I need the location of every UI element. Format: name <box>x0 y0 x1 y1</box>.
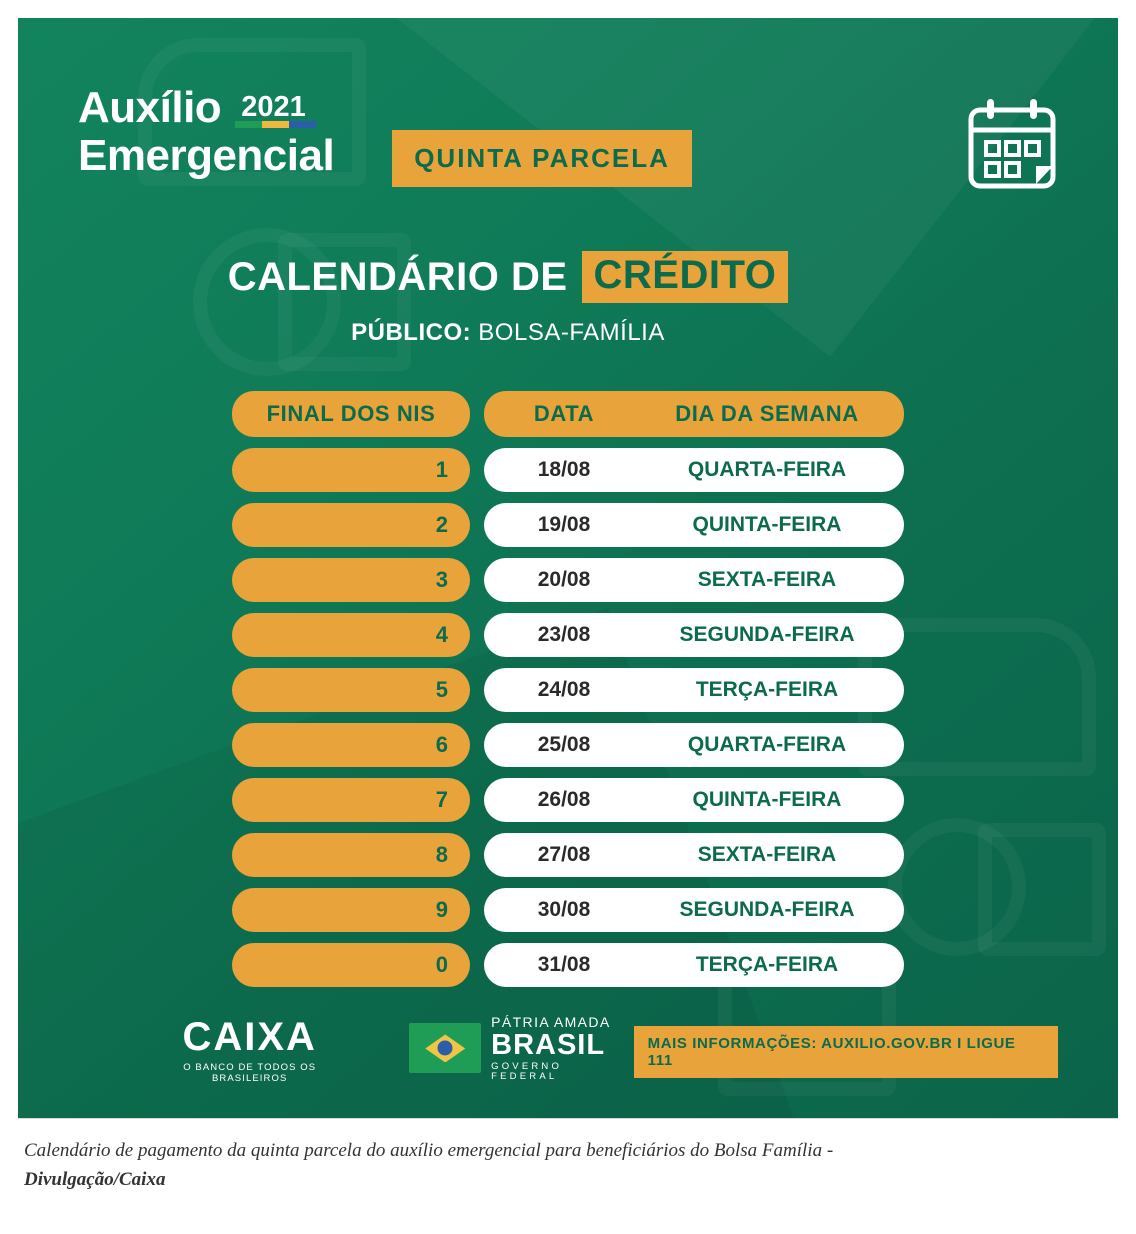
cell-weekday: SEGUNDA-FEIRA <box>679 623 855 646</box>
cell-weekday: TERÇA-FEIRA <box>695 953 839 976</box>
table-row <box>232 503 904 547</box>
brand-name-line2: Emergencial <box>78 131 335 180</box>
installment-badge: QUINTA PARCELA <box>392 130 692 187</box>
cell-weekday: QUINTA-FEIRA <box>692 788 842 811</box>
title-part-2-highlight: CRÉDITO <box>582 251 789 303</box>
brazil-flag-icon <box>409 1023 481 1073</box>
gov-line-1: PÁTRIA AMADA <box>491 1013 611 1030</box>
audience-label: PÚBLICO: <box>351 319 472 346</box>
page-title <box>228 251 789 303</box>
gov-line-2: BRASIL <box>491 1028 606 1061</box>
caption-text: Calendário de pagamento da quinta parcela do auxílio emergencial para beneficiários do Bolsa Família - <box>24 1140 834 1161</box>
cell-nis: 9 <box>232 888 470 932</box>
table-row <box>232 778 904 822</box>
caixa-tagline: O BANCO DE TODOS OS BRASILEIROS <box>183 1062 317 1084</box>
column-header-date: DATA <box>533 401 595 426</box>
audience-subtitle <box>78 319 938 347</box>
brand-year: 2021 <box>241 91 306 123</box>
table-row <box>232 558 904 602</box>
table-row <box>232 888 904 932</box>
cell-weekday: QUARTA-FEIRA <box>687 733 847 756</box>
brand-name-line1: Auxílio <box>78 83 222 132</box>
cell-date: 25/08 <box>537 733 591 756</box>
brand-logo <box>78 83 335 180</box>
table-row <box>232 668 904 712</box>
payment-calendar-table <box>232 391 904 987</box>
table-row <box>232 723 904 767</box>
cell-date: 30/08 <box>537 898 591 921</box>
brand-year-wrap <box>231 89 316 128</box>
column-header-nis: FINAL DOS NIS <box>232 391 470 437</box>
caixa-name: CAIXA <box>182 1015 317 1059</box>
gov-line-3: GOVERNO FEDERAL <box>491 1061 563 1083</box>
table-row <box>232 943 904 987</box>
cell-date: 24/08 <box>537 678 591 701</box>
caixa-logo <box>144 1017 355 1084</box>
cell-nis: 1 <box>232 448 470 492</box>
cell-nis: 0 <box>232 943 470 987</box>
table-header-row <box>232 391 904 437</box>
cell-date: 23/08 <box>537 623 591 646</box>
cell-nis: 5 <box>232 668 470 712</box>
cell-weekday: QUARTA-FEIRA <box>687 458 847 481</box>
cell-weekday: QUINTA-FEIRA <box>692 513 842 536</box>
cell-date: 18/08 <box>537 458 591 481</box>
table-row <box>232 613 904 657</box>
poster-header <box>78 18 1058 197</box>
cell-date: 20/08 <box>537 568 591 591</box>
image-caption <box>18 1119 1118 1194</box>
cell-date: 19/08 <box>537 513 591 536</box>
cell-nis: 7 <box>232 778 470 822</box>
cell-nis: 6 <box>232 723 470 767</box>
table-row <box>232 448 904 492</box>
cell-weekday: TERÇA-FEIRA <box>695 678 839 701</box>
cell-nis: 8 <box>232 833 470 877</box>
cell-weekday: SEXTA-FEIRA <box>697 843 837 866</box>
caption-credit: Divulgação/Caixa <box>24 1168 166 1190</box>
more-info-banner: MAIS INFORMAÇÕES: AUXILIO.GOV.BR I LIGUE 111 <box>634 1026 1058 1078</box>
column-header-weekday: DIA DA SEMANA <box>675 401 859 426</box>
cell-date: 31/08 <box>537 953 591 976</box>
governo-federal-logo <box>409 1015 633 1082</box>
poster-titles <box>78 251 1058 347</box>
calendar-icon <box>966 96 1058 197</box>
audience-value: BOLSA-FAMÍLIA <box>478 319 665 346</box>
poster-footer <box>18 1015 1118 1084</box>
cell-nis: 2 <box>232 503 470 547</box>
cell-weekday: SEXTA-FEIRA <box>697 568 837 591</box>
cell-date: 27/08 <box>537 843 591 866</box>
title-part-1: CALENDÁRIO DE <box>227 254 568 299</box>
cell-weekday: SEGUNDA-FEIRA <box>679 898 855 921</box>
cell-date: 26/08 <box>537 788 591 811</box>
cell-nis: 4 <box>232 613 470 657</box>
auxilio-emergencial-poster <box>18 18 1118 1118</box>
table-row <box>232 833 904 877</box>
cell-nis: 3 <box>232 558 470 602</box>
